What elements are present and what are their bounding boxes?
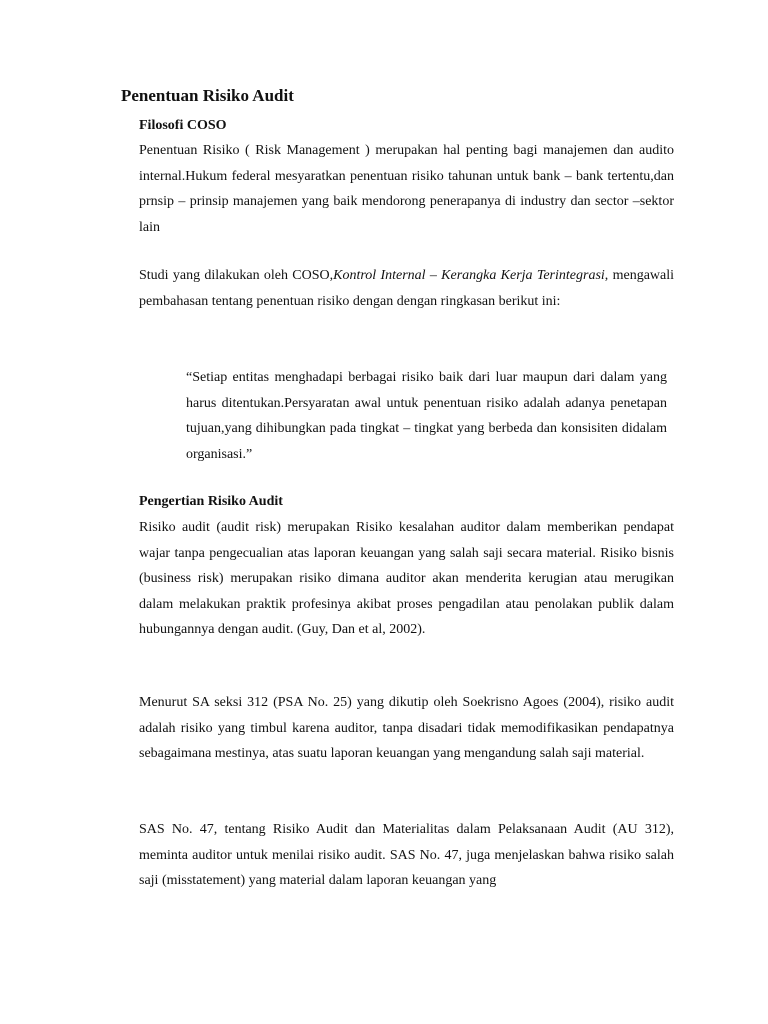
paragraph-coso-study [139,263,674,314]
paragraph-sas-47: SAS No. 47, tentang Risiko Audit dan Materialitas dalam Pelaksanaan Audit (AU 312), meminta auditor untuk menilai risiko audit. SAS No. 47, juga menjelaskan bahwa risiko salah saji (misstatement) yang material dalam laporan keuangan yang [139,822,674,888]
coso-study-text-start: Studi yang dilakukan oleh COSO, [139,268,334,283]
page-title: Penentuan Risiko Audit [121,86,294,105]
section-heading-pengertian-risiko-audit: Pengertian Risiko Audit [139,494,283,509]
block-quote: “Setiap entitas menghadapi berbagai risiko baik dari luar maupun dari dalam yang harus ditentukan.Persyaratan awal untuk penentuan risiko adalah adanya penetapan tujuan,yang dihibungkan pada tingkat – tingkat yang berbeda dan konsisiten didalam organisasi.” [186,370,667,462]
coso-study-text-end: , mengawali pembahasan tentang penentuan risiko dengan dengan ringkasan berikut ini: [139,268,675,309]
paragraph-audit-risk-definition: Risiko audit (audit risk) merupakan Risiko kesalahan auditor dalam memberikan pendapat wajar tanpa pengecualian atas laporan keuangan yang salah saji secara material. Risiko bisnis (business risk) merupakan risiko dimana auditor akan menderita kerugian atau merugikan dalam melakukan praktik profesinya akibat proses pengadilan atau penolakan publik dalam hubungannya dengan audit. (Guy, Dan et al, 2002). [139,520,674,637]
paragraph-sa-312: Menurut SA seksi 312 (PSA No. 25) yang dikutip oleh Soekrisno Agoes (2004), risiko audit adalah risiko yang timbul karena auditor, tanpa disadari tidak memodifikasikan pendapatnya sebagaimana mestinya, atas suatu laporan keuangan yang mengandung salah saji material. [139,695,674,761]
section-heading-filosofi-coso: Filosofi COSO [139,118,227,133]
paragraph-risk-management: Penentuan Risiko ( Risk Management ) merupakan hal penting bagi manajemen dan audito internal.Hukum federal mesyaratkan penentuan risiko tahunan untuk bank – bank tertentu,dan prnsip – prinsip manajemen yang baik mendorong penerapanya di industry dan sector –sektor lain [139,143,674,235]
coso-publication-title: Kontrol Internal – Kerangka Kerja Terintegrasi [333,268,605,283]
